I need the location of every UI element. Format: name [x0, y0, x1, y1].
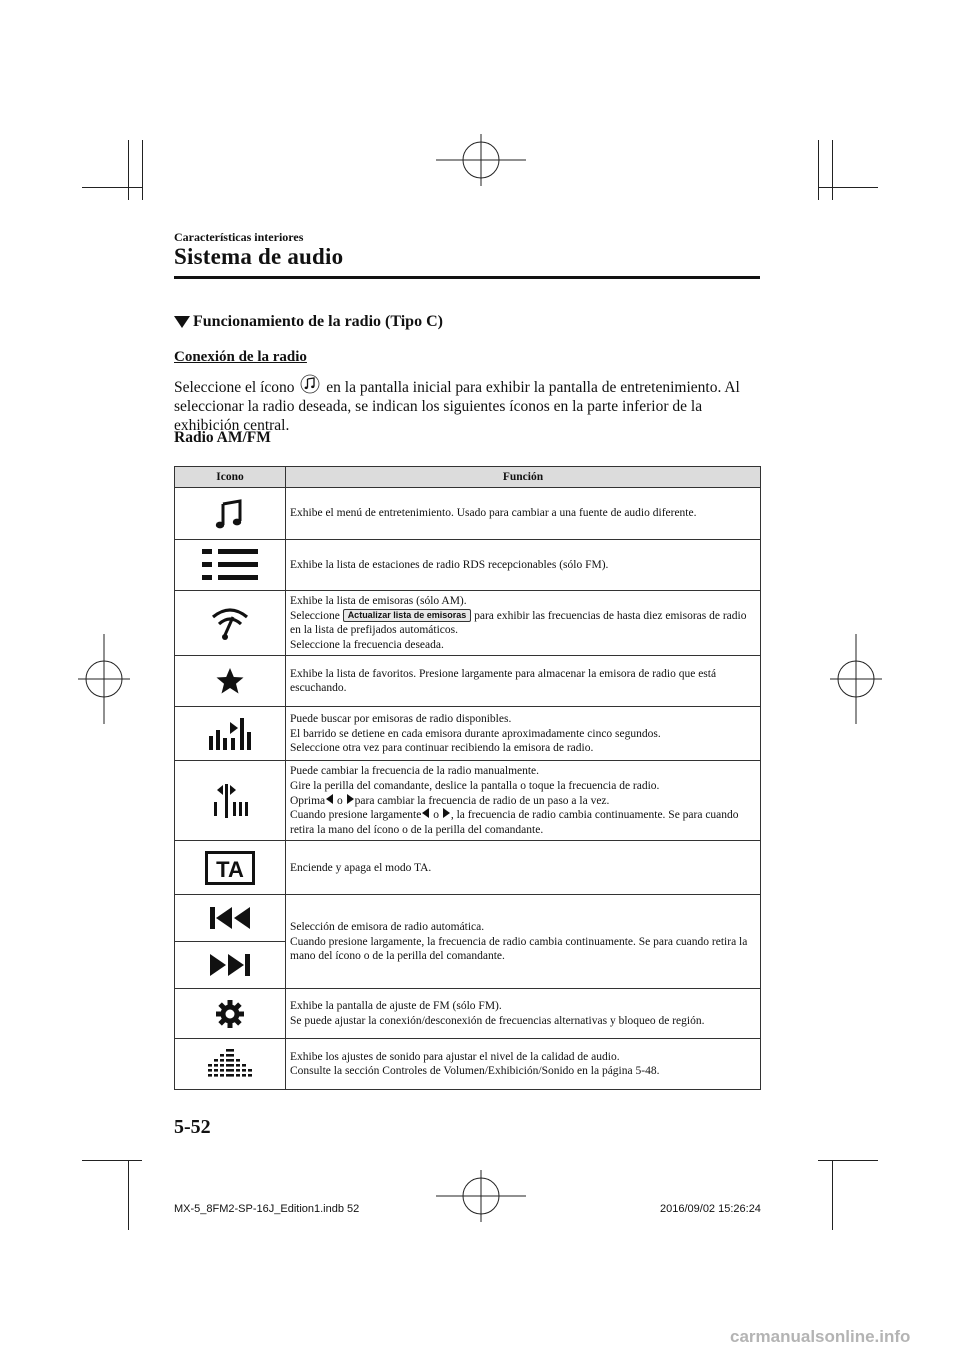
intro-paragraph [174, 374, 764, 435]
function-description: Puede cambiar la frecuencia de la radio manualmente. Gire la perilla del comandante, deslice la pantalla o toque la frecuencia de radio. Oprima o para cambiar la frecuencia de radio de un paso a la vez. Cuando presione largamente o , la frecuencia de radio cambia continuamente. Se para cuando retira la mano del ícono o de la perilla del comandante. [286, 761, 761, 841]
crop-mark [128, 1160, 129, 1230]
footer-timestamp: 2016/09/02 15:26:24 [660, 1203, 761, 1215]
page-number: 5-52 [174, 1116, 211, 1138]
music-note-icon [213, 497, 247, 531]
arrow-left-icon [326, 794, 333, 804]
gear-icon [215, 999, 245, 1029]
section-heading [174, 313, 443, 331]
intro-before: Seleccione el ícono [174, 379, 295, 396]
music-note-icon [300, 374, 320, 394]
function-description: Puede buscar por emisoras de radio disponibles. El barrido se detiene en cada emisora durante aproximadamente cinco segundos. Seleccione otra vez para continuar recibiendo la emisora de radio. [286, 707, 761, 761]
crop-mark [832, 1160, 833, 1230]
table-row [175, 989, 761, 1039]
arrow-left-icon [422, 808, 429, 818]
crop-mark [142, 140, 143, 200]
footer-file: MX-5_8FM2-SP-16J_Edition1.indb 52 [174, 1203, 360, 1215]
registration-mark-top [436, 134, 526, 186]
radio-type-label: Radio AM/FM [174, 429, 271, 446]
function-description: Exhibe los ajustes de sonido para ajustar el nivel de la calidad de audio. Consulte la sección Controles de Volumen/Exhibición/Sonido en la página 5-48. [286, 1039, 761, 1090]
ta-icon [205, 851, 255, 885]
column-header-function: Función [286, 467, 761, 488]
table-row [175, 895, 761, 989]
crop-mark [82, 1160, 142, 1161]
table-row [175, 656, 761, 707]
table-row [175, 488, 761, 540]
table-header-row [175, 467, 761, 488]
subheading: Conexión de la radio [174, 349, 307, 365]
function-table [174, 466, 761, 1090]
function-description: Enciende y apaga el modo TA. [286, 841, 761, 895]
arrow-right-icon [347, 794, 354, 804]
crop-mark [818, 140, 819, 200]
table-row [175, 841, 761, 895]
page-title: Sistema de audio [174, 244, 344, 269]
crop-mark [818, 187, 878, 188]
crop-mark [832, 140, 833, 200]
function-description: Exhibe la lista de estaciones de radio RDS recepcionables (sólo FM). [286, 540, 761, 591]
arrow-right-icon [443, 808, 450, 818]
scan-icon [207, 716, 253, 752]
section-heading-text: Funcionamiento de la radio (Tipo C) [193, 313, 443, 330]
crop-mark [818, 1160, 878, 1161]
function-description: Exhibe la pantalla de ajuste de FM (sólo FM). Se puede ajustar la conexión/desconexión de frecuencias alternativas y bloqueo de región. [286, 989, 761, 1039]
table-row [175, 540, 761, 591]
table-row [175, 707, 761, 761]
equalizer-icon [208, 1047, 252, 1081]
ta-icon-label: TA [216, 856, 244, 882]
section-kicker: Características interiores [174, 230, 304, 244]
intro-after: en la pantalla inicial para exhibir la pantalla de entretenimiento. Al seleccionar la radio deseada, se indican los siguientes íconos en la parte inferior de la exhibición central. [174, 379, 740, 434]
registration-mark-left [78, 634, 130, 724]
crop-mark [82, 187, 142, 188]
seek-back-icon [208, 905, 252, 931]
table-row [175, 591, 761, 656]
triangle-down-icon [174, 316, 190, 328]
column-header-icon: Icono [175, 467, 286, 488]
registration-mark-right [830, 634, 882, 724]
function-description: Exhibe la lista de favoritos. Presione largamente para almacenar la emisora de radio que está escuchando. [286, 656, 761, 707]
update-station-list-button[interactable]: Actualizar lista de emisoras [343, 609, 472, 622]
watermark: carmanualsonline.info [730, 1327, 911, 1346]
function-description: Selección de emisora de radio automática. Cuando presione largamente, la frecuencia de radio cambia continuamente. Se para cuando retira la mano del ícono o de la perilla del comandante. [286, 895, 761, 989]
function-description: Exhibe el menú de entretenimiento. Usado para cambiar a una fuente de audio diferente. [286, 488, 761, 540]
seek-forward-icon [208, 952, 252, 978]
registration-mark-bottom [436, 1170, 526, 1222]
function-description: Exhibe la lista de emisoras (sólo AM). Seleccione Actualizar lista de emisoras para exhibir las frecuencias de hasta diez emisoras de radio en la lista de prefijados automáticos. Seleccione la frecuencia deseada. [286, 591, 761, 656]
manual-tune-icon [209, 782, 251, 820]
crop-mark [128, 140, 129, 200]
antenna-icon [210, 605, 250, 641]
title-divider [174, 276, 760, 279]
table-row [175, 1039, 761, 1090]
table-row [175, 761, 761, 841]
star-icon [215, 666, 245, 696]
list-icon [202, 547, 258, 583]
